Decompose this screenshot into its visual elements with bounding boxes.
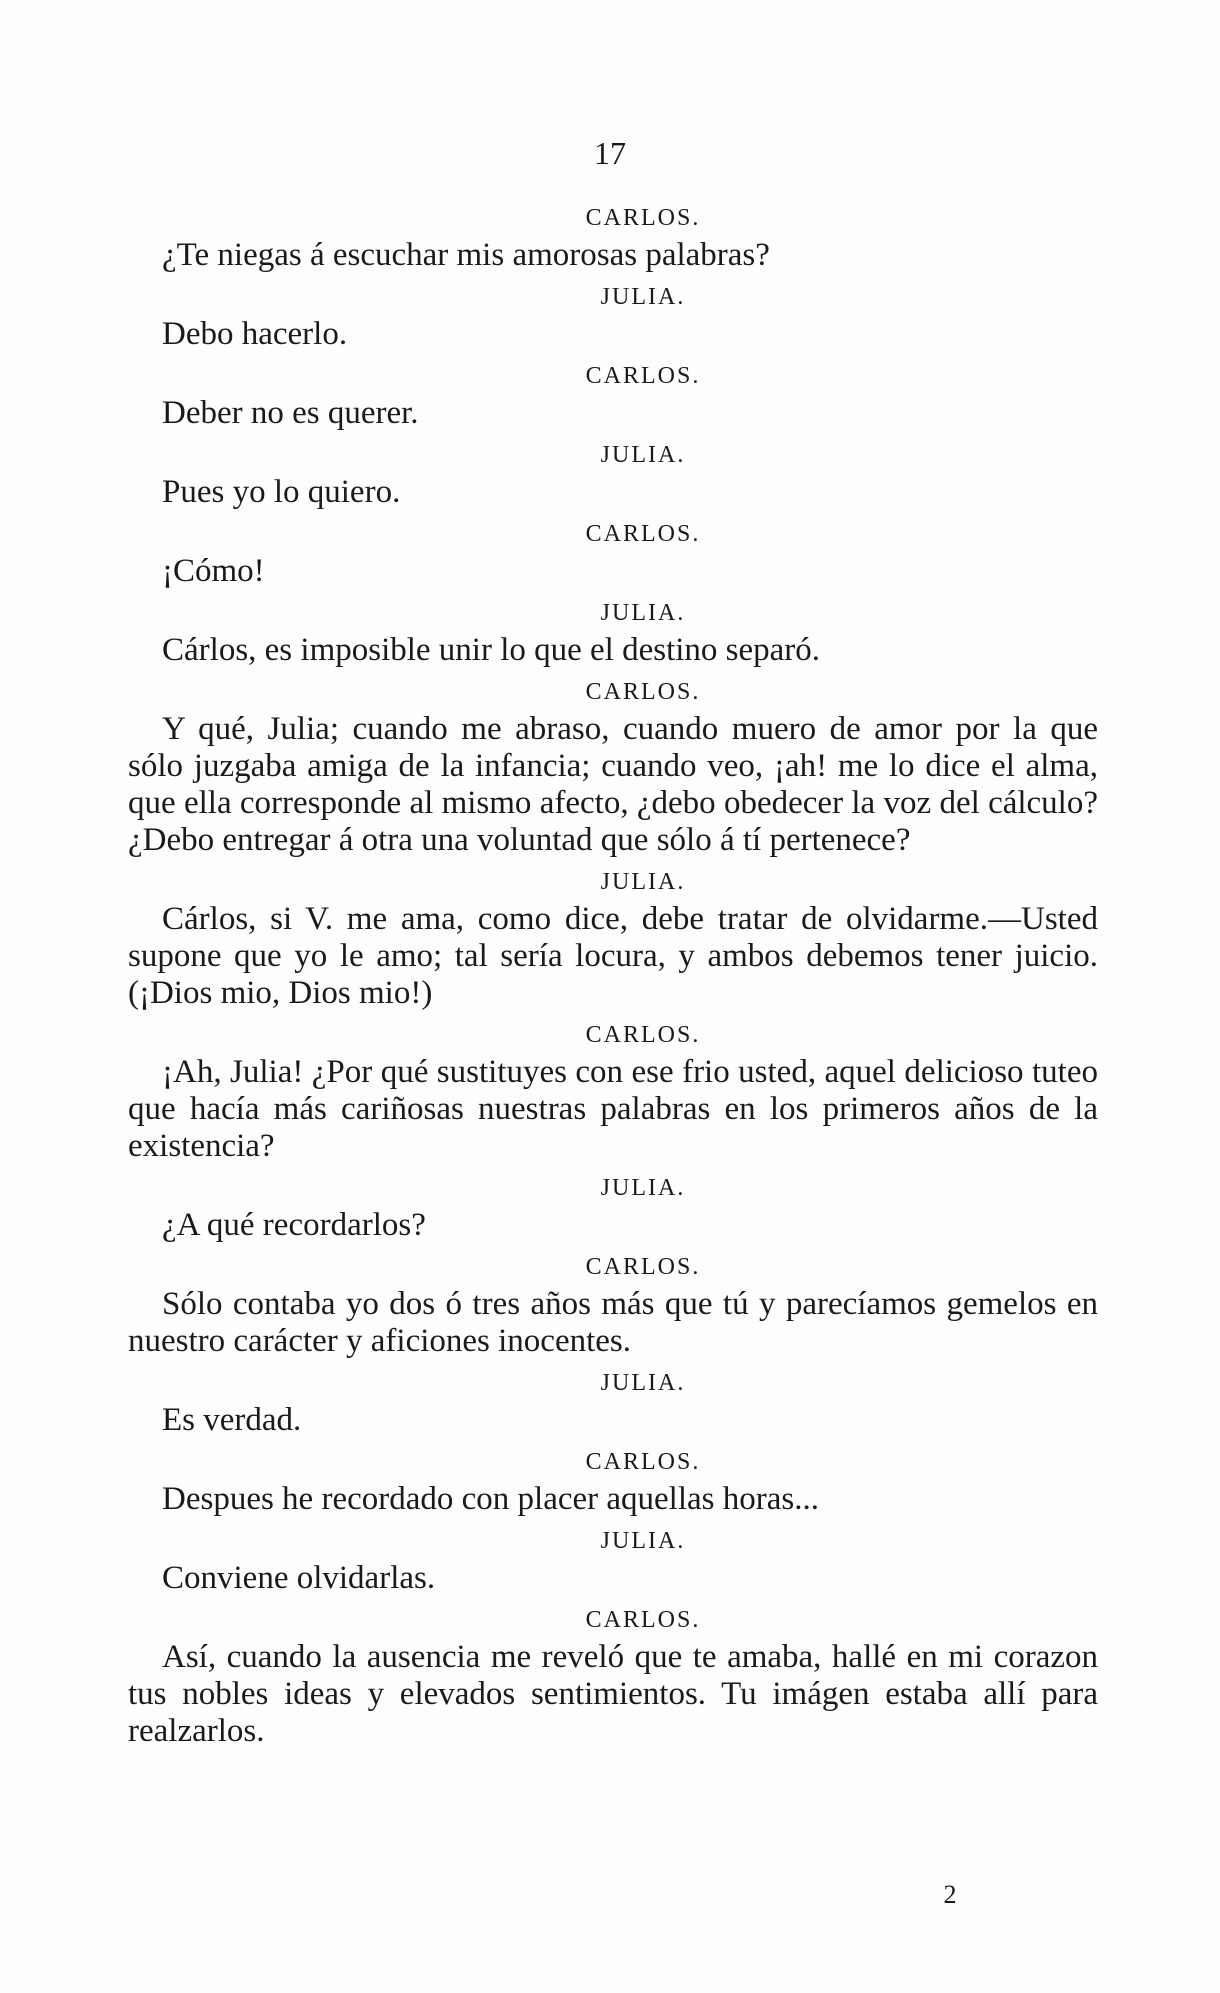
speaker-name: JULIA. bbox=[600, 600, 686, 626]
speaker-name: CARLOS. bbox=[585, 679, 701, 705]
speaker-name: CARLOS. bbox=[585, 1022, 701, 1048]
signature-mark: 2 bbox=[943, 1880, 957, 1909]
speech-line: Deber no es querer. bbox=[162, 395, 419, 431]
speaker-name: JULIA. bbox=[600, 284, 686, 310]
speech-paragraph: Y qué, Julia; cuando me abraso, cuando muero de amor por la que sólo juzgaba amiga de la infancia; cuando veo, ¡ah! me lo dice el alma, que ella corresponde al mismo afecto, ¿debo obedecer la voz del cálculo? ¿Debo entregar á otra una voluntad que sólo á tí pertenece? bbox=[128, 711, 1098, 858]
speaker-name: CARLOS. bbox=[585, 363, 701, 389]
speaker-name: CARLOS. bbox=[585, 1449, 701, 1475]
speech-line: Debo hacerlo. bbox=[162, 316, 348, 352]
speaker-name: JULIA. bbox=[600, 442, 686, 468]
dialogue-text bbox=[128, 195, 1098, 1750]
speech-line: Despues he recordado con placer aquellas horas... bbox=[162, 1481, 819, 1517]
speaker-name: CARLOS. bbox=[585, 1254, 701, 1280]
speech-line: ¿Te niegas á escuchar mis amorosas palabras? bbox=[162, 237, 770, 273]
speaker-name: CARLOS. bbox=[585, 205, 701, 231]
speech-line: ¿A qué recordarlos? bbox=[162, 1207, 426, 1243]
page-number: 17 bbox=[594, 135, 626, 171]
speaker-name: JULIA. bbox=[600, 1370, 686, 1396]
speech-line: Pues yo lo quiero. bbox=[162, 474, 401, 510]
speech-line: ¡Cómo! bbox=[162, 553, 265, 589]
speech-paragraph: Así, cuando la ausencia me reveló que te amaba, hallé en mi corazon tus nobles ideas y elevados sentimientos. Tu imágen estaba allí para realzarlos. bbox=[128, 1639, 1098, 1749]
speaker-name: CARLOS. bbox=[585, 521, 701, 547]
speech-line: Conviene olvidarlas. bbox=[162, 1560, 436, 1596]
speaker-name: JULIA. bbox=[600, 869, 686, 895]
speech-line: Cárlos, es imposible unir lo que el destino separó. bbox=[162, 632, 821, 668]
speaker-name: CARLOS. bbox=[585, 1607, 701, 1633]
speech-paragraph: Cárlos, si V. me ama, como dice, debe tratar de olvidarme.—Usted supone que yo le amo; tal sería locura, y ambos debemos tener juicio. (¡Dios mio, Dios mio!) bbox=[128, 901, 1098, 1011]
speech-paragraph: Sólo contaba yo dos ó tres años más que tú y parecíamos gemelos en nuestro carácter y aficiones inocentes. bbox=[128, 1286, 1098, 1359]
speaker-name: JULIA. bbox=[600, 1175, 686, 1201]
speech-line: Es verdad. bbox=[162, 1402, 302, 1438]
speech-paragraph: ¡Ah, Julia! ¿Por qué sustituyes con ese frio usted, aquel delicioso tuteo que hacía más cariñosas nuestras palabras en los primeros años de la existencia? bbox=[128, 1054, 1098, 1164]
speaker-name: JULIA. bbox=[600, 1528, 686, 1554]
